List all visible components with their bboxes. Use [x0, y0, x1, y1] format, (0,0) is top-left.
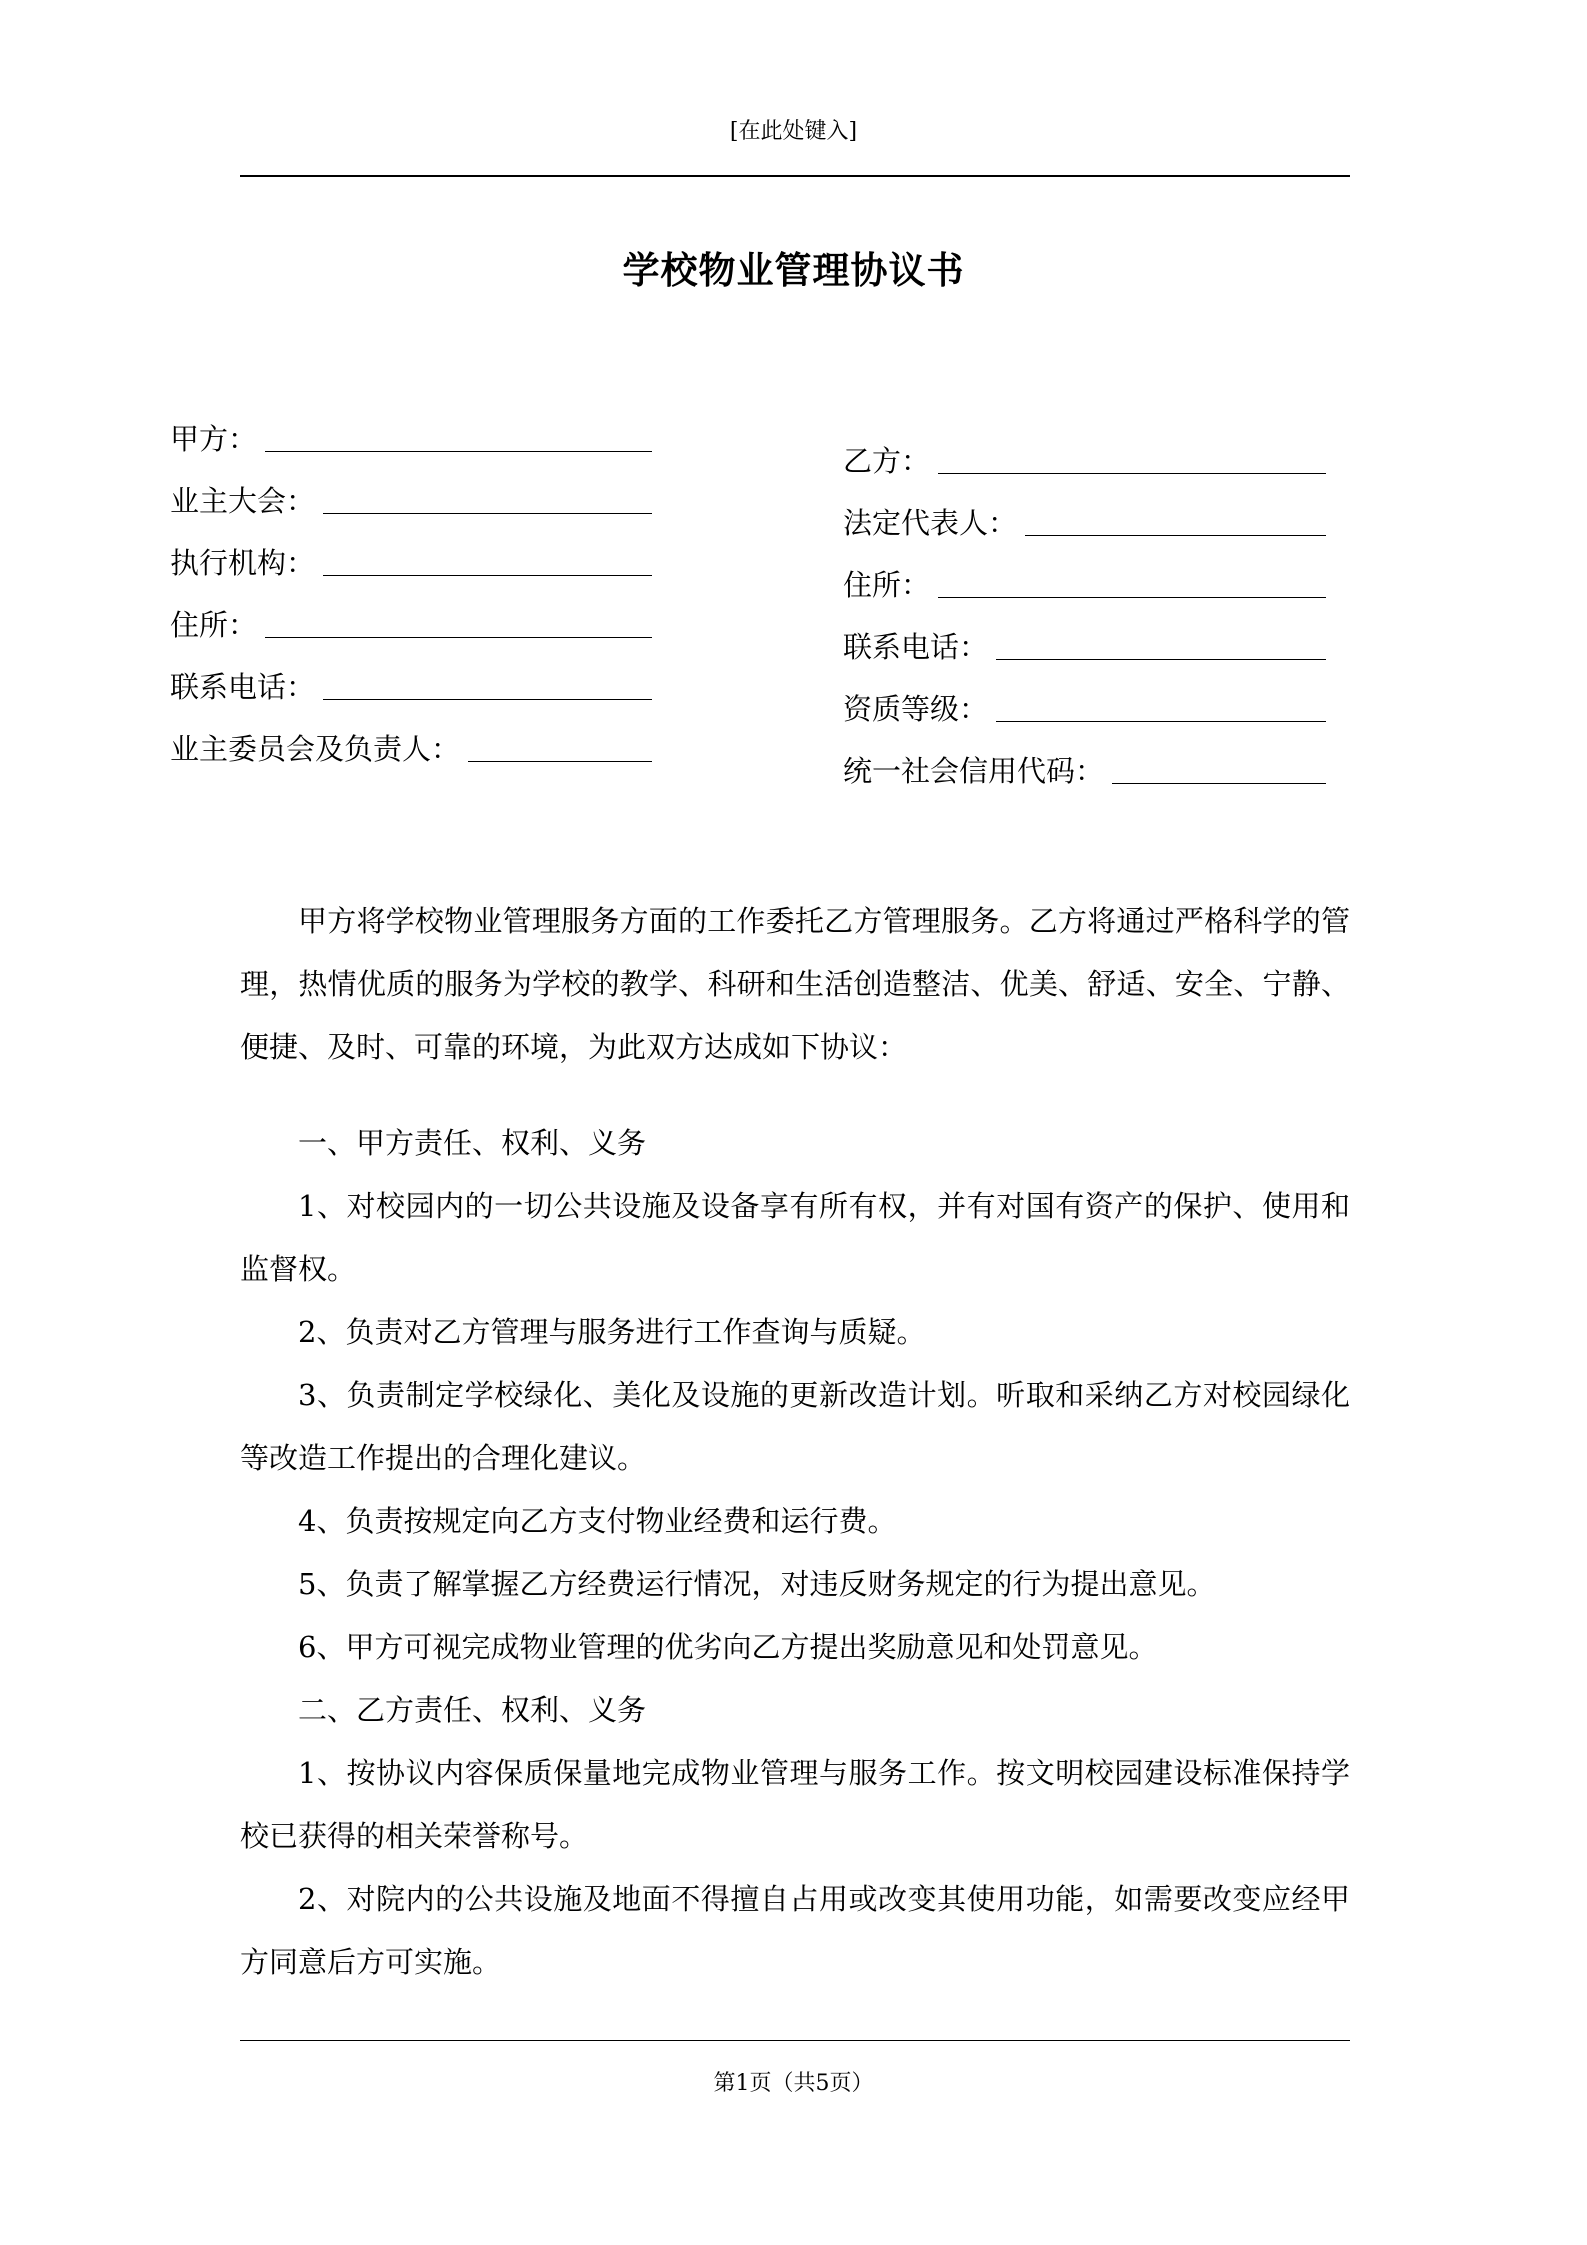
clause-paragraph: 1、按协议内容保质保量地完成物业管理与服务工作。按文明校园建设标准保持学校已获得的相关荣誉称号。: [240, 1756, 1350, 1853]
clause-paragraph: 4、负责按规定向乙方支付物业经费和运行费。: [298, 1504, 897, 1538]
field-label: 法定代表人：: [843, 506, 1018, 540]
legal-representative-field: [843, 480, 1326, 542]
party-b-phone-field: [843, 604, 1326, 666]
field-label: 统一社会信用代码：: [843, 754, 1105, 788]
blank-line: [323, 699, 652, 700]
party-b-address-field: [843, 542, 1326, 604]
party-a-block: [170, 396, 652, 768]
party-b-block: [843, 418, 1326, 790]
blank-line: [938, 473, 1326, 474]
blank-line: [265, 451, 652, 452]
blank-line: [938, 597, 1326, 598]
qualification-level-field: [843, 666, 1326, 728]
owners-committee-field: [170, 706, 652, 768]
agreement-body: [240, 890, 1350, 1994]
clause-paragraph: 6、甲方可视完成物业管理的优劣向乙方提出奖励意见和处罚意见。: [298, 1630, 1158, 1664]
field-label: 住所：: [170, 608, 258, 642]
field-label: 联系电话：: [170, 670, 316, 704]
field-label: 住所：: [843, 568, 931, 602]
blank-line: [468, 761, 652, 762]
clause-paragraph: 1、对校园内的一切公共设施及设备享有所有权，并有对国有资产的保护、使用和监督权。: [240, 1189, 1350, 1286]
blank-line: [265, 637, 652, 638]
field-label: 执行机构：: [170, 546, 316, 580]
blank-line: [323, 513, 652, 514]
credit-code-field: [843, 728, 1326, 790]
party-a-phone-field: [170, 644, 652, 706]
section-heading: 二、乙方责任、权利、义务: [298, 1693, 647, 1727]
blank-line: [323, 575, 652, 576]
document-title: 学校物业管理协议书: [622, 248, 965, 292]
clause-paragraph: 5、负责了解掌握乙方经费运行情况，对违反财务规定的行为提出意见。: [298, 1567, 1216, 1601]
field-label: 资质等级：: [843, 692, 989, 726]
blank-line: [996, 659, 1326, 660]
field-label: 业主大会：: [170, 484, 316, 518]
clause-paragraph: 2、对院内的公共设施及地面不得擅自占用或改变其使用功能，如需要改变应经甲方同意后方可实施。: [240, 1882, 1350, 1979]
clause-paragraph: 2、负责对乙方管理与服务进行工作查询与质疑。: [298, 1315, 926, 1349]
blank-line: [1025, 535, 1326, 536]
preamble-paragraph: 甲方将学校物业管理服务方面的工作委托乙方管理服务。乙方将通过严格科学的管理，热情优质的服务为学校的教学、科研和生活创造整洁、优美、舒适、安全、宁静、便捷、及时、可靠的环境，为此双方达成如下协议：: [240, 904, 1350, 1064]
party-a-address-field: [170, 582, 652, 644]
blank-line: [1112, 783, 1326, 784]
field-label: 联系电话：: [843, 630, 989, 664]
page-number: 第1页（共5页）: [713, 2071, 874, 2096]
header-rule: [240, 175, 1350, 177]
party-b-field: [843, 418, 1326, 480]
field-label: 甲方：: [170, 422, 258, 456]
party-a-field: [170, 396, 652, 458]
field-label: 业主委员会及负责人：: [170, 732, 461, 766]
section-heading: 一、甲方责任、权利、义务: [298, 1126, 647, 1160]
field-label: 乙方：: [843, 444, 931, 478]
executive-body-field: [170, 520, 652, 582]
owners-assembly-field: [170, 458, 652, 520]
page-header: [在此处键入]: [729, 119, 858, 144]
footer-rule: [240, 2040, 1350, 2041]
clause-paragraph: 3、负责制定学校绿化、美化及设施的更新改造计划。听取和采纳乙方对校园绿化等改造工作提出的合理化建议。: [240, 1378, 1350, 1475]
blank-line: [996, 721, 1326, 722]
